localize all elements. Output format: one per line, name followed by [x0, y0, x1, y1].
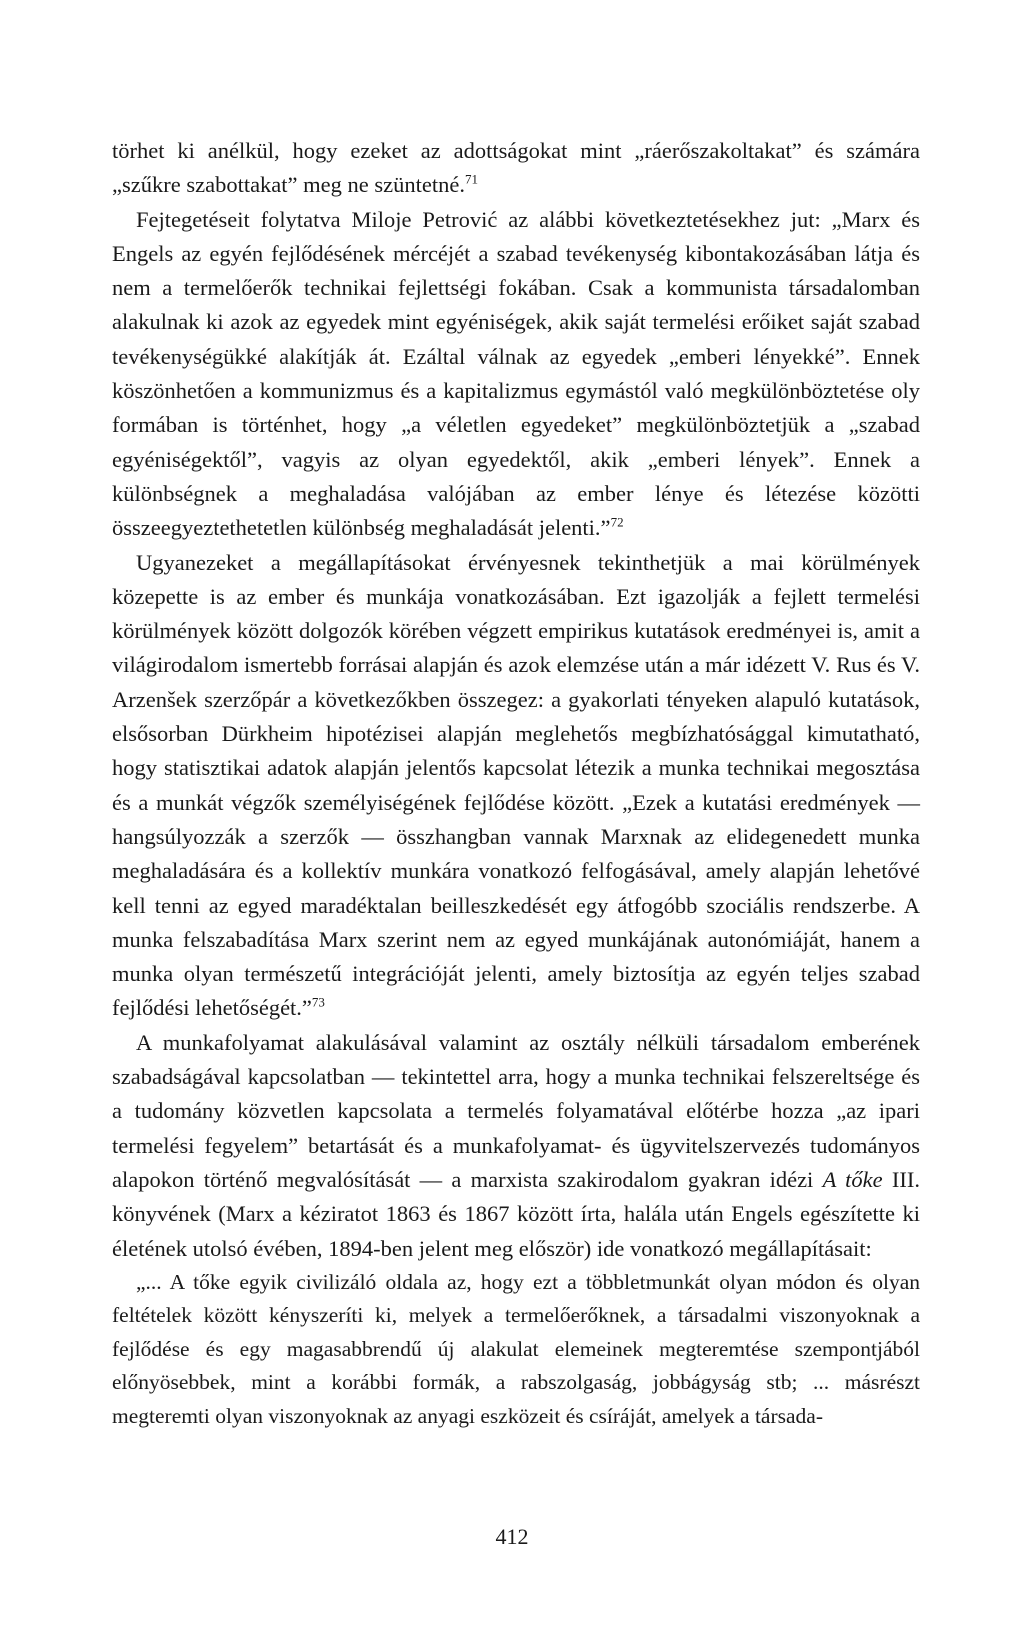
- footnote-ref-71: 71: [464, 171, 478, 187]
- paragraph-4: [112, 1026, 920, 1266]
- paragraph-1: [112, 134, 920, 203]
- paragraph-3: [112, 546, 920, 1026]
- block-quote-text: „... A tőke egyik civilizáló oldala az, hogy ezt a többletmunkát olyan módon és olyan feltételek között kényszeríti ki, melyek a termelőerőknek, a társadalmi viszonyoknak a fejlődése és egy magasabbrendű új alakulat elemeinek megteremtése szempontjából előnyösebbek, mint a korábbi formák, a rabszolgaság, jobbágyság stb; ... másrészt megteremti olyan viszonyoknak az anyagi eszközeit és csíráját, amelyek a társada-: [112, 1269, 920, 1428]
- footnote-ref-72: 72: [610, 514, 624, 530]
- paragraph-4-text-before: A munkafolyamat alakulásával valamint az osztály nélküli társadalom emberének szabadságával kapcsolatban — tekintettel arra, hogy a munka technikai felszereltsége és a tudomány közvetlen kapcsolata a termelés folyamatával előtérbe hozza „az ipari termelési fegyelem” betartását és a munkafolyamat- és ügyvitelszervezés tudományos alapokon történő megvalósítását — a marxista szakirodalom gyakran idézi: [112, 1029, 920, 1192]
- paragraph-2: [112, 203, 920, 546]
- block-quote: [112, 1266, 920, 1434]
- paragraph-4-text-after: III. könyvének (Marx a kéziratot 1863 és 1867 között írta, halála után Engels egészítette ki életének utolsó évében, 1894-ben jelent meg először) ide vonatkozó megállapításait:: [112, 1166, 920, 1261]
- paragraph-1-text: törhet ki anélkül, hogy ezeket az adottságokat mint „ráerőszakoltakat” és számára „szűkre szabottakat” meg ne szüntetné.: [112, 138, 920, 198]
- book-title: A tőke: [822, 1166, 883, 1192]
- footnote-ref-73: 73: [311, 994, 325, 1010]
- paragraph-2-text: Fejtegetéseit folytatva Miloje Petrović az alábbi következtetésekhez jut: „Marx és Engels az egyén fejlődésének mércéjét a szabad tevékenység kibontakozásában látja és nem a termelőerők technikai fejlettségi fokában. Csak a kommunista társadalomban alakulnak ki azok az egyedek mint egyéniségek, akik saját termelési erőiket saját szabad tevékenységükké alakítják át. Ezáltal válnak az egyedek „emberi lényekké”. Ennek köszönhetően a kommunizmus és a kapitalizmus egymástól való megkülönböztetése oly formában is történhet, hogy „a véletlen egyedeket” megkülönböztetjük a „szabad egyéniségektől”, vagyis az olyan egyedektől, akik „emberi lények”. Ennek a különbségnek a meghaladása valójában az ember lénye és létezése közötti összeegyeztethetetlen különbség meghaladását jelenti.”: [112, 206, 920, 541]
- paragraph-3-text: Ugyanezeket a megállapításokat érvényesnek tekinthetjük a mai körülmények közepette is az ember és munkája vonatkozásában. Ezt igazolják a fejlett termelési körülmények között dolgozók körében végzett empirikus kutatások eredményei is, amit a világirodalom ismertebb forrásai alapján és azok elemzése után a már idézett V. Rus és V. Arzenšek szerzőpár a következőkben összegez: a gyakorlati tényeken alapuló kutatások, elsősorban Dürkheim hipotézisei alapján meglehetős megbízhatósággal kimutatható, hogy statisztikai adatok alapján jelentős kapcsolat létezik a munka technikai megosztása és a munkát végzők személyiségének fejlődése között. „Ezek a kutatási eredmények — hangsúlyozzák a szerzők — összhangban vannak Marxnak az elidegenedett munka meghaladására és a kollektív munkára vonatkozó felfogásával, amely alapján lehetővé kell tenni az egyed maradéktalan beilleszkedését egy átfogóbb szociális rendszerbe. A munka felszabadítása Marx szerint nem az egyed munkájának autonómiáját, hanem a munka olyan természetű integrációját jelenti, amely biztosítja az egyén teljes szabad fejlődési lehetőségét.”: [112, 549, 920, 1021]
- page-number: 412: [495, 1524, 529, 1549]
- page-body: [112, 134, 920, 1433]
